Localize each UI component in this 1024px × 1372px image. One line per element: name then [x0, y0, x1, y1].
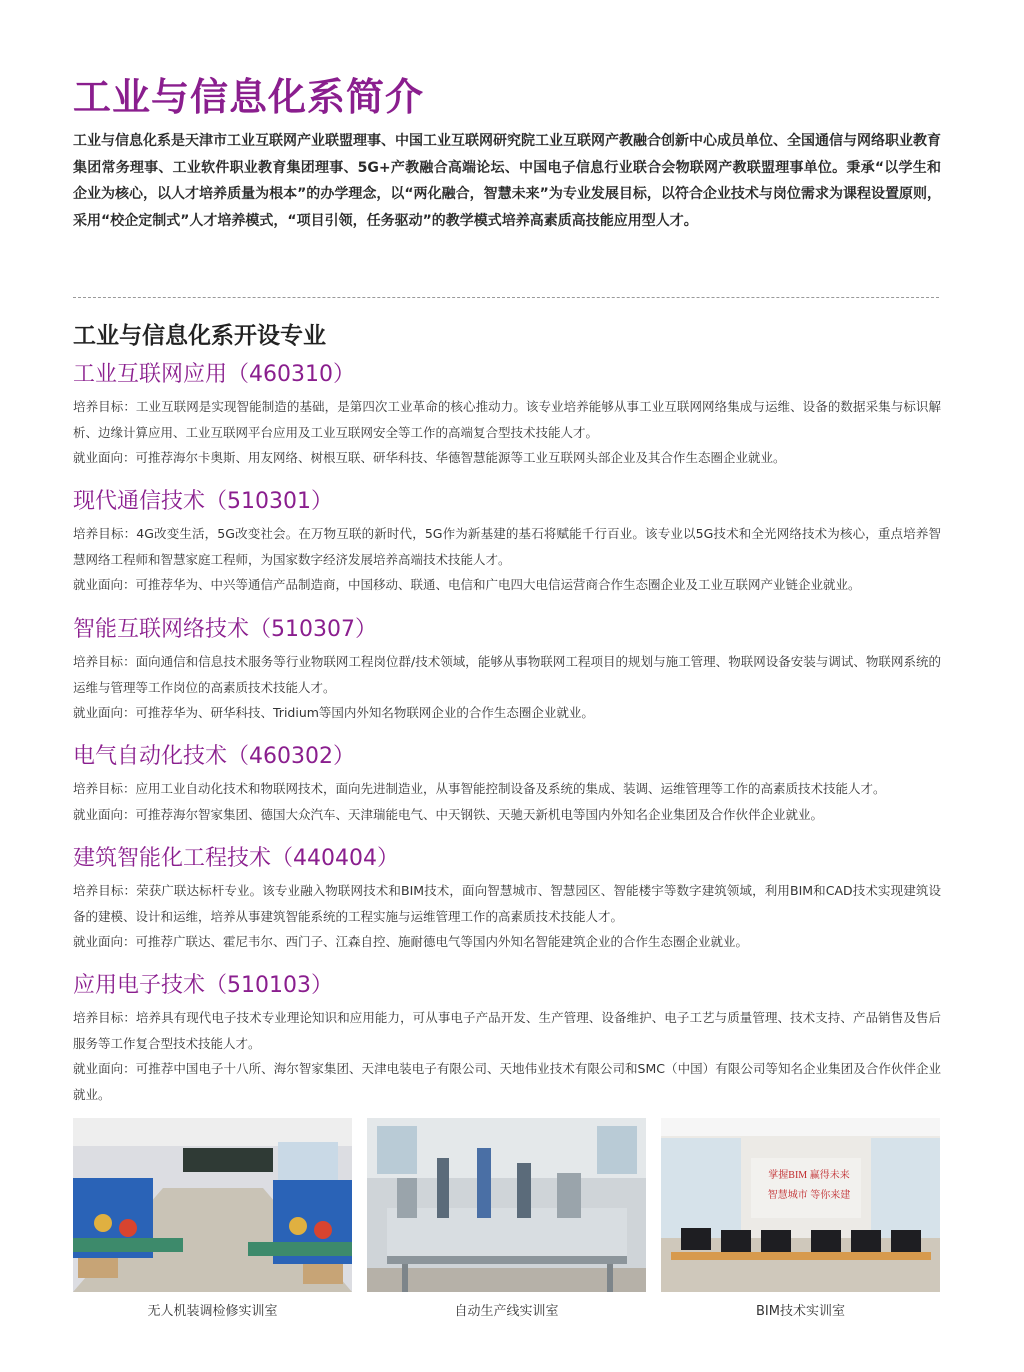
- major-title: 智能互联网络技术（510307）: [73, 617, 377, 642]
- photo-drone-lab: [73, 1118, 352, 1292]
- major-title: 电气自动化技术（460302）: [73, 744, 355, 769]
- photo-caption: 自动生产线实训室: [454, 1304, 559, 1319]
- major-goal: 培养目标：面向通信和信息技术服务等行业物联网工程岗位群/技术领域，能够从事物联网工程项目的规划与施工管理、物联网设备安装与调试、物联网系统的运维与管理等工作岗位的高素质技术技能人才。: [73, 654, 941, 695]
- major-goal: 培养目标：4G改变生活，5G改变社会。在万物互联的新时代，5G作为新基建的基石将赋能千行百业。该专业以5G技术和全光网络技术为核心，重点培养智慧网络工程师和智慧家庭工程师，为国家数字经济发展培养高端技术技能人才。: [73, 526, 941, 567]
- major-jobs: 就业面向：可推荐海尔卡奥斯、用友网络、树根互联、研华科技、华德智慧能源等工业互联网头部企业及其合作生态圈企业就业。: [73, 450, 786, 465]
- major-title: 应用电子技术（510103）: [73, 973, 333, 998]
- intro-paragraph: 工业与信息化系是天津市工业互联网产业联盟理事、中国工业互联网研究院工业互联网产教融合创新中心成员单位、全国通信与网络职业教育集团常务理事、工业软件职业教育集团理事、5G+产教融合高端论坛、中国电子信息行业联合会物联网产教联盟理事单位。秉承“以学生和企业为核心，以人才培养质量为根本”的办学理念，以“两化融合，智慧未来”为专业发展目标，以符合企业技术与岗位需求为课程设置原则，采用“校企定制式”人才培养模式，“项目引领，任务驱动”的教学模式培养高素质高技能应用型人才。: [73, 133, 941, 229]
- major-block: [73, 615, 941, 726]
- major-block: [73, 487, 941, 598]
- page-title: 工业与信息化系简介: [73, 75, 425, 119]
- section-title: 工业与信息化系开设专业: [73, 323, 326, 349]
- major-title: 工业互联网应用（460310）: [73, 362, 355, 387]
- major-goal: 培养目标：培养具有现代电子技术专业理论知识和应用能力，可从事电子产品开发、生产管理、设备维护、电子工艺与质量管理、技术支持、产品销售及售后服务等工作复合型技术技能人才。: [73, 1010, 941, 1051]
- major-block: [73, 971, 941, 1107]
- photo-caption: BIM技术实训室: [756, 1304, 845, 1319]
- photo-bim-lab: [661, 1118, 940, 1292]
- major-jobs: 就业面向：可推荐广联达、霍尼韦尔、西门子、江森自控、施耐德电气等国内外知名智能建筑企业的合作生态圈企业就业。: [73, 934, 749, 949]
- major-goal: 培养目标：荣获广联达标杆专业。该专业融入物联网技术和BIM技术，面向智慧城市、智慧园区、智能楼宇等数字建筑领域，利用BIM和CAD技术实现建筑设备的建模、设计和运维，培养从事建筑智能系统的工程实施与运维管理工作的高素质技术技能人才。: [73, 883, 941, 924]
- major-title: 现代通信技术（510301）: [73, 489, 333, 514]
- photo-caption: 无人机装调检修实训室: [147, 1304, 278, 1319]
- photo-production-line-lab: [367, 1118, 646, 1292]
- major-jobs: 就业面向：可推荐华为、研华科技、Tridium等国内外知名物联网企业的合作生态圈企业就业。: [73, 705, 594, 720]
- dashed-divider: [73, 297, 939, 298]
- major-goal: 培养目标：工业互联网是实现智能制造的基础，是第四次工业革命的核心推动力。该专业培养能够从事工业互联网网络集成与运维、设备的数据采集与标识解析、边缘计算应用、工业互联网平台应用及工业互联网安全等工作的高端复合型技术技能人才。: [73, 399, 941, 440]
- major-block: [73, 742, 941, 827]
- wall-slogan-1: 掌握BIM 赢得未来: [768, 1170, 850, 1181]
- major-block: [73, 360, 941, 471]
- major-goal: 培养目标：应用工业自动化技术和物联网技术，面向先进制造业，从事智能控制设备及系统的集成、装调、运维管理等工作的高素质技术技能人才。: [73, 781, 886, 796]
- major-block: [73, 844, 941, 955]
- major-jobs: 就业面向：可推荐华为、中兴等通信产品制造商，中国移动、联通、电信和广电四大电信运营商合作生态圈企业及工业互联网产业链企业就业。: [73, 577, 861, 592]
- major-jobs: 就业面向：可推荐中国电子十八所、海尔智家集团、天津电装电子有限公司、天地伟业技术有限公司和SMC（中国）有限公司等知名企业集团及合作伙伴企业就业。: [73, 1061, 941, 1102]
- major-jobs: 就业面向：可推荐海尔智家集团、德国大众汽车、天津瑞能电气、中天钢铁、天驰天新机电等国内外知名企业集团及合作伙伴企业就业。: [73, 806, 824, 822]
- major-title: 建筑智能化工程技术（440404）: [73, 846, 399, 871]
- wall-slogan-2: 智慧城市 等你来建: [767, 1190, 851, 1201]
